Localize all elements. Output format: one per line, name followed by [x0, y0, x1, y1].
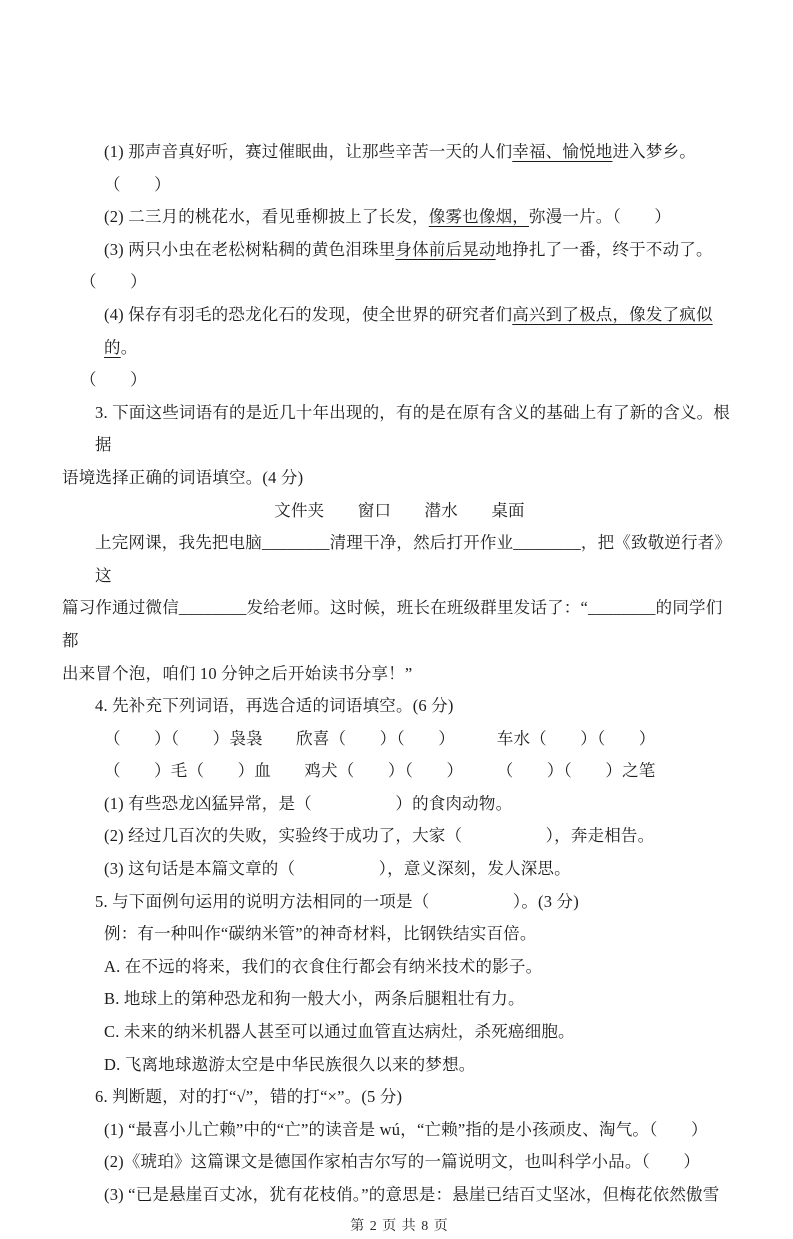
question-5-option-d: D. 飞离地球遨游太空是中华民族很久以来的梦想。 [104, 1054, 476, 1074]
item-3-text-pre: (3) 两只小虫在老松树粘稠的黄色泪珠里 [104, 239, 396, 259]
question2-item-2-sentence [62, 201, 737, 234]
question-4-words-row-2: （ ）毛（ ）血 鸡犬（ ）（ ） （ ）（ ）之笔 [104, 761, 656, 781]
page-number: 第 2 页 共 8 页 [350, 1218, 449, 1234]
question-3-stem-line-2: 语境选择正确的词语填空。(4 分) [62, 467, 304, 487]
question-3-passage-line-3: 出来冒个泡，咱们 10 分钟之后开始读书分享！” [62, 663, 413, 683]
question2-item-4-answer-brackets: （ ） [80, 370, 147, 390]
question-4-item-2: (2) 经过几百次的失败，实验终于成功了，大家（ ），奔走相告。 [104, 826, 655, 846]
question-3-stem-line-1: 3. 下面这些词语有的是近几十年出现的，有的是在原有含义的基础上有了新的含义。根据 [95, 402, 730, 455]
item-3-underlined-phrase: 身体前后晃动 [395, 239, 496, 259]
question-5-option-c: C. 未来的纳米机器人甚至可以通过血管直达病灶，杀死癌细胞。 [104, 1022, 575, 1042]
question-4-item-1: (1) 有些恐龙凶猛异常，是（ ）的食肉动物。 [104, 793, 513, 813]
question-5-stem: 5. 与下面例句运用的说明方法相同的一项是（ ）。(3 分) [95, 891, 579, 911]
item-3-text-post: 地挣扎了一番，终于不动了。 [495, 239, 713, 259]
question-4-item-3: (3) 这句话是本篇文章的（ ），意义深刻，发人深思。 [104, 859, 571, 879]
question-5-option-a: A. 在不远的将来，我们的衣食住行都会有纳米技术的影子。 [104, 956, 543, 976]
question-4-stem: 4. 先补充下列词语，再选合适的词语填空。(6 分) [95, 696, 454, 716]
item-1-text-pre: (1) 那声音真好听，赛过催眠曲，让那些辛苦一天的人们 [104, 142, 513, 161]
question-3-passage-line-1: 上完网课，我先把电脑________清理干净，然后打开作业________，把《致敬逆行者》这 [95, 533, 732, 585]
question-3-word-bank: 文件夹 窗口 潜水 桌面 [274, 500, 525, 520]
item-1-underlined-phrase: 幸福、愉悦地 [512, 142, 613, 161]
item-2-text-post: 弥漫一片。（ ） [528, 207, 672, 227]
question2-item-4-sentence [62, 299, 737, 364]
item-2-underlined-phrase: 像雾也像烟， [428, 207, 529, 227]
item-4-text-post: 。 [120, 337, 138, 357]
question-5-example: 例：有一种叫作“碳纳米管”的神奇材料，比钢铁结实百倍。 [104, 924, 537, 944]
question-5-option-b: B. 地球上的第种恐龙和狗一般大小，两条后腿粗壮有力。 [104, 989, 525, 1009]
question2-item-1-sentence [62, 136, 737, 201]
question-6-item-1: (1) “最喜小儿亡赖”中的“亡”的读音是 wú，“亡赖”指的是小孩顽皮、淘气。（ ） [104, 1119, 708, 1139]
question-6-item-2: (2)《琥珀》这篇课文是德国作家柏吉尔写的一篇说明文，也叫科学小品。（ ） [104, 1152, 701, 1172]
question-4-words-row-1: （ ）（ ）袅袅 欣喜（ ）（ ） 车水（ ）（ ） [104, 728, 656, 748]
question2-item-3-sentence [62, 234, 737, 267]
question-6-stem: 6. 判断题，对的打“√”，错的打“×”。(5 分) [95, 1087, 403, 1107]
item-4-underlined-phrase: 高兴到了极点，像发了疯似的 [104, 304, 713, 357]
question-3-passage-line-2: 篇习作通过微信________发给老师。这时候，班长在班级群里发话了：“________的同学们都 [62, 598, 723, 650]
question2-item-3-answer-brackets: （ ） [80, 272, 147, 292]
item-2-text-pre: (2) 二三月的桃花水，看见垂柳披上了长发， [104, 207, 429, 227]
question-6-item-3: (3) “已是悬崖百丈冰，犹有花枝俏。”的意思是：悬崖已结百丈坚冰，但梅花依然傲雪 [104, 1185, 720, 1204]
item-4-text-pre: (4) 保存有羽毛的恐龙化石的发现，使全世界的研究者们 [104, 304, 513, 324]
item-1-text-post: 进入梦乡。（ ） [104, 142, 696, 194]
